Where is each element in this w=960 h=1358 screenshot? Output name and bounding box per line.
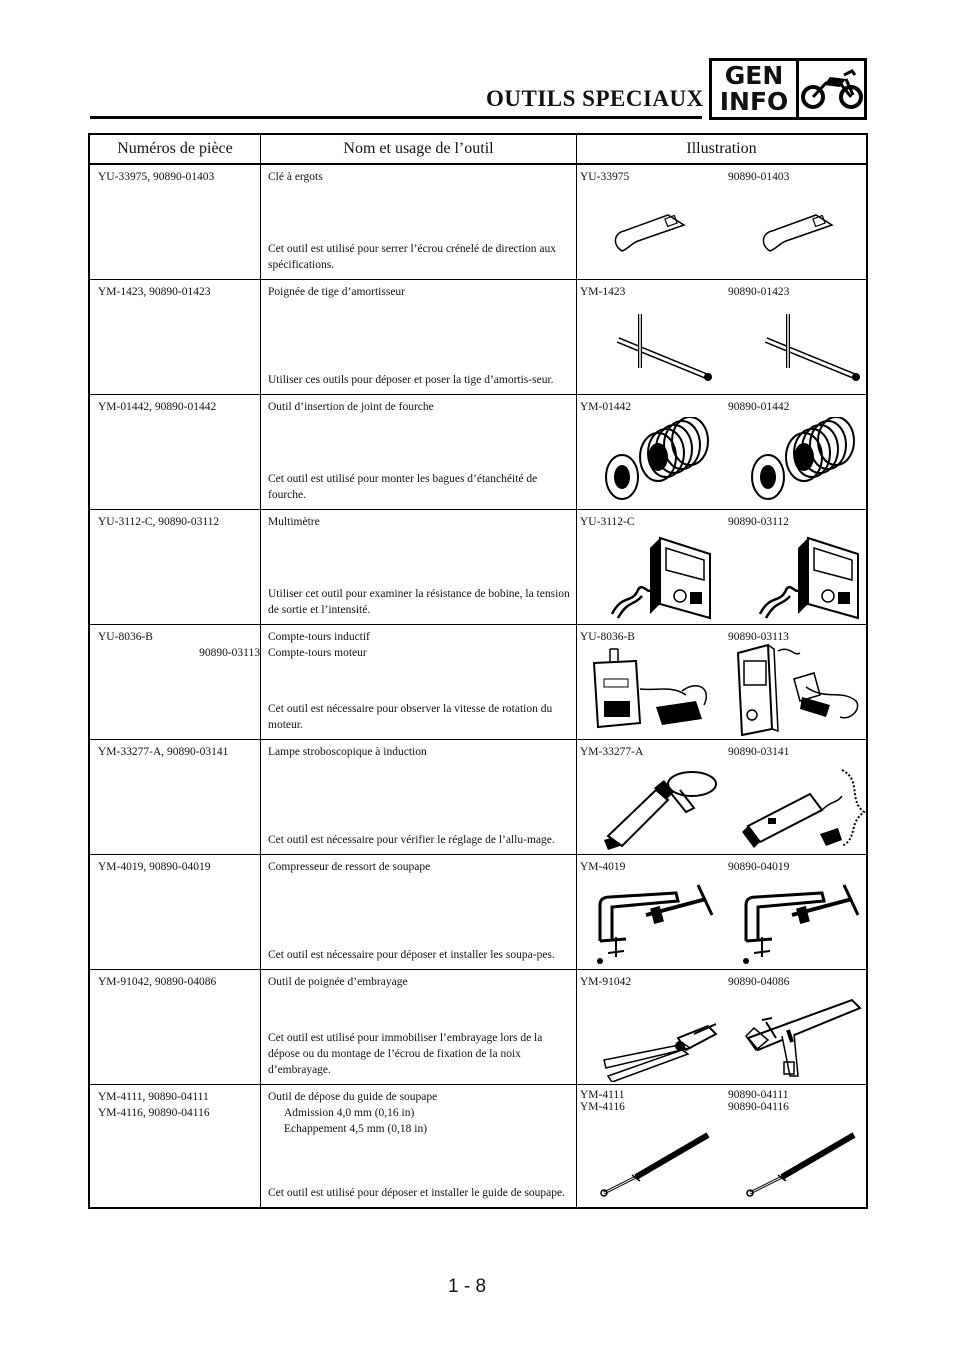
tool-name: Poignée de tige d’amortisseur [268, 286, 406, 298]
illustration-label: 90890-04111 [728, 1089, 789, 1101]
illustration-label: 90890-03141 [728, 746, 790, 758]
illustration-label: YU-33975 [580, 171, 630, 183]
seal-driver-icon [596, 417, 716, 507]
illustration-label: 90890-03113 [728, 631, 789, 643]
part-number: YM-01442, 90890-01442 [98, 401, 217, 413]
table-row [90, 970, 866, 1085]
section-badge [709, 58, 867, 120]
tool-name: Outil de dépose du guide de soupape [268, 1091, 438, 1103]
illustration-label: 90890-04086 [728, 976, 790, 988]
illustration-label: 90890-03112 [728, 516, 789, 528]
tool-usage: Cet outil est utilisé pour monter les bagues d’étanchéité de fourche. [268, 473, 538, 501]
valve-guide-remover-icon [596, 1129, 716, 1199]
valve-spring-compressor-icon [586, 879, 726, 965]
tachometer-icon [586, 645, 720, 737]
part-number: YU-8036-B [98, 631, 153, 643]
tool-usage: Utiliser ces outils pour déposer et poser la tige d’amortis-seur. [268, 374, 554, 386]
illustration-label: YM-01442 [580, 401, 632, 413]
tool-name: Compresseur de ressort de soupape [268, 861, 431, 873]
motorcycle-icon [799, 61, 864, 117]
timing-light-icon [738, 760, 868, 852]
illustration-label: YM-91042 [580, 976, 632, 988]
special-tools-table [88, 133, 868, 1209]
part-number: YM-33277-A, 90890-03141 [98, 746, 229, 758]
part-number: YU-33975, 90890-01403 [98, 171, 215, 183]
part-number: YM-4116, 90890-04116 [98, 1107, 210, 1119]
tool-usage: Cet outil est utilisé pour déposer et installer le guide de soupape. [268, 1187, 566, 1199]
tool-name: Multimètre [268, 516, 320, 528]
clutch-holder-icon [598, 998, 728, 1082]
t-handle-icon [758, 310, 868, 390]
tool-usage: Cet outil est nécessaire pour vérifier le réglage de l’allu-mage. [268, 834, 555, 846]
tachometer-icon [730, 639, 866, 737]
table-header [90, 135, 866, 165]
spanner-wrench-icon [758, 207, 848, 257]
spanner-wrench-icon [610, 207, 700, 257]
illustration-label: YM-4019 [580, 861, 626, 873]
illustration-label: YM-1423 [580, 286, 626, 298]
part-number: YM-91042, 90890-04086 [98, 976, 217, 988]
page-number: 1 - 8 [448, 1276, 487, 1297]
table-row [90, 855, 866, 970]
table-row [90, 280, 866, 395]
seal-driver-icon [742, 417, 862, 507]
title-rule [90, 116, 702, 119]
table-row [90, 1085, 866, 1207]
header-illustration: Illustration [686, 140, 757, 157]
valve-spring-compressor-icon [732, 879, 872, 965]
badge-line-info: INFO [719, 87, 789, 116]
header-part-numbers: Numéros de pièce [117, 140, 233, 157]
illustration-label: 90890-01442 [728, 401, 790, 413]
tool-name: Compte-tours inductif [268, 631, 370, 643]
tool-spec: Echappement 4,5 mm (0,18 in) [284, 1123, 428, 1135]
table-row [90, 510, 866, 625]
part-number: 90890-03113 [199, 647, 260, 659]
tool-name: Clé à ergots [268, 171, 323, 183]
table-row [90, 395, 866, 510]
tool-usage: Utiliser cet outil pour examiner la résistance de bobine, la tension de sortie et l’intensité. [268, 588, 570, 616]
illustration-label: YM-4116 [580, 1101, 625, 1113]
multimeter-icon [750, 534, 870, 622]
table-row [90, 625, 866, 740]
part-number: YM-4019, 90890-04019 [98, 861, 211, 873]
table-row [90, 740, 866, 855]
illustration-label: 90890-04019 [728, 861, 790, 873]
t-handle-icon [610, 310, 720, 390]
header-tool-name: Nom et usage de l’outil [343, 140, 494, 157]
illustration-label: YU-8036-B [580, 631, 635, 643]
illustration-label: 90890-04116 [728, 1101, 789, 1113]
tool-usage: Cet outil est utilisé pour immobiliser l’embrayage lors de la dépose ou du montage de l’écrou de fixation de la noix d’embrayage. [268, 1032, 543, 1076]
badge-line-gen: GEN [724, 61, 784, 90]
multimeter-icon [602, 534, 722, 622]
illustration-label: YM-4111 [580, 1089, 625, 1101]
part-number: YM-1423, 90890-01423 [98, 286, 211, 298]
illustration-label: 90890-01423 [728, 286, 790, 298]
valve-guide-remover-icon [742, 1129, 862, 1199]
tool-name: Outil de poignée d’embrayage [268, 976, 408, 988]
tool-name: Outil d’insertion de joint de fourche [268, 401, 434, 413]
illustration-label: 90890-01403 [728, 171, 790, 183]
tool-usage: Cet outil est nécessaire pour observer la vitesse de rotation du moteur. [268, 703, 553, 731]
tool-usage: Cet outil est nécessaire pour déposer et installer les soupa-pes. [268, 949, 555, 961]
badge-text [712, 61, 799, 117]
illustration-label: YU-3112-C [580, 516, 635, 528]
tool-spec: Admission 4,0 mm (0,16 in) [284, 1107, 415, 1119]
tool-usage: Cet outil est utilisé pour serrer l’écrou crénelé de direction aux spécifications. [268, 243, 557, 271]
part-number: YU-3112-C, 90890-03112 [98, 516, 220, 528]
tool-name: Compte-tours moteur [268, 647, 367, 659]
table-row [90, 165, 866, 280]
clutch-holder-icon [732, 990, 868, 1082]
part-number: YM-4111, 90890-04111 [98, 1091, 209, 1103]
illustration-label: YM-33277-A [580, 746, 644, 758]
timing-light-icon [594, 766, 724, 852]
tool-name: Lampe stroboscopique à induction [268, 746, 427, 758]
page-title: OUTILS SPECIAUX [486, 86, 704, 111]
